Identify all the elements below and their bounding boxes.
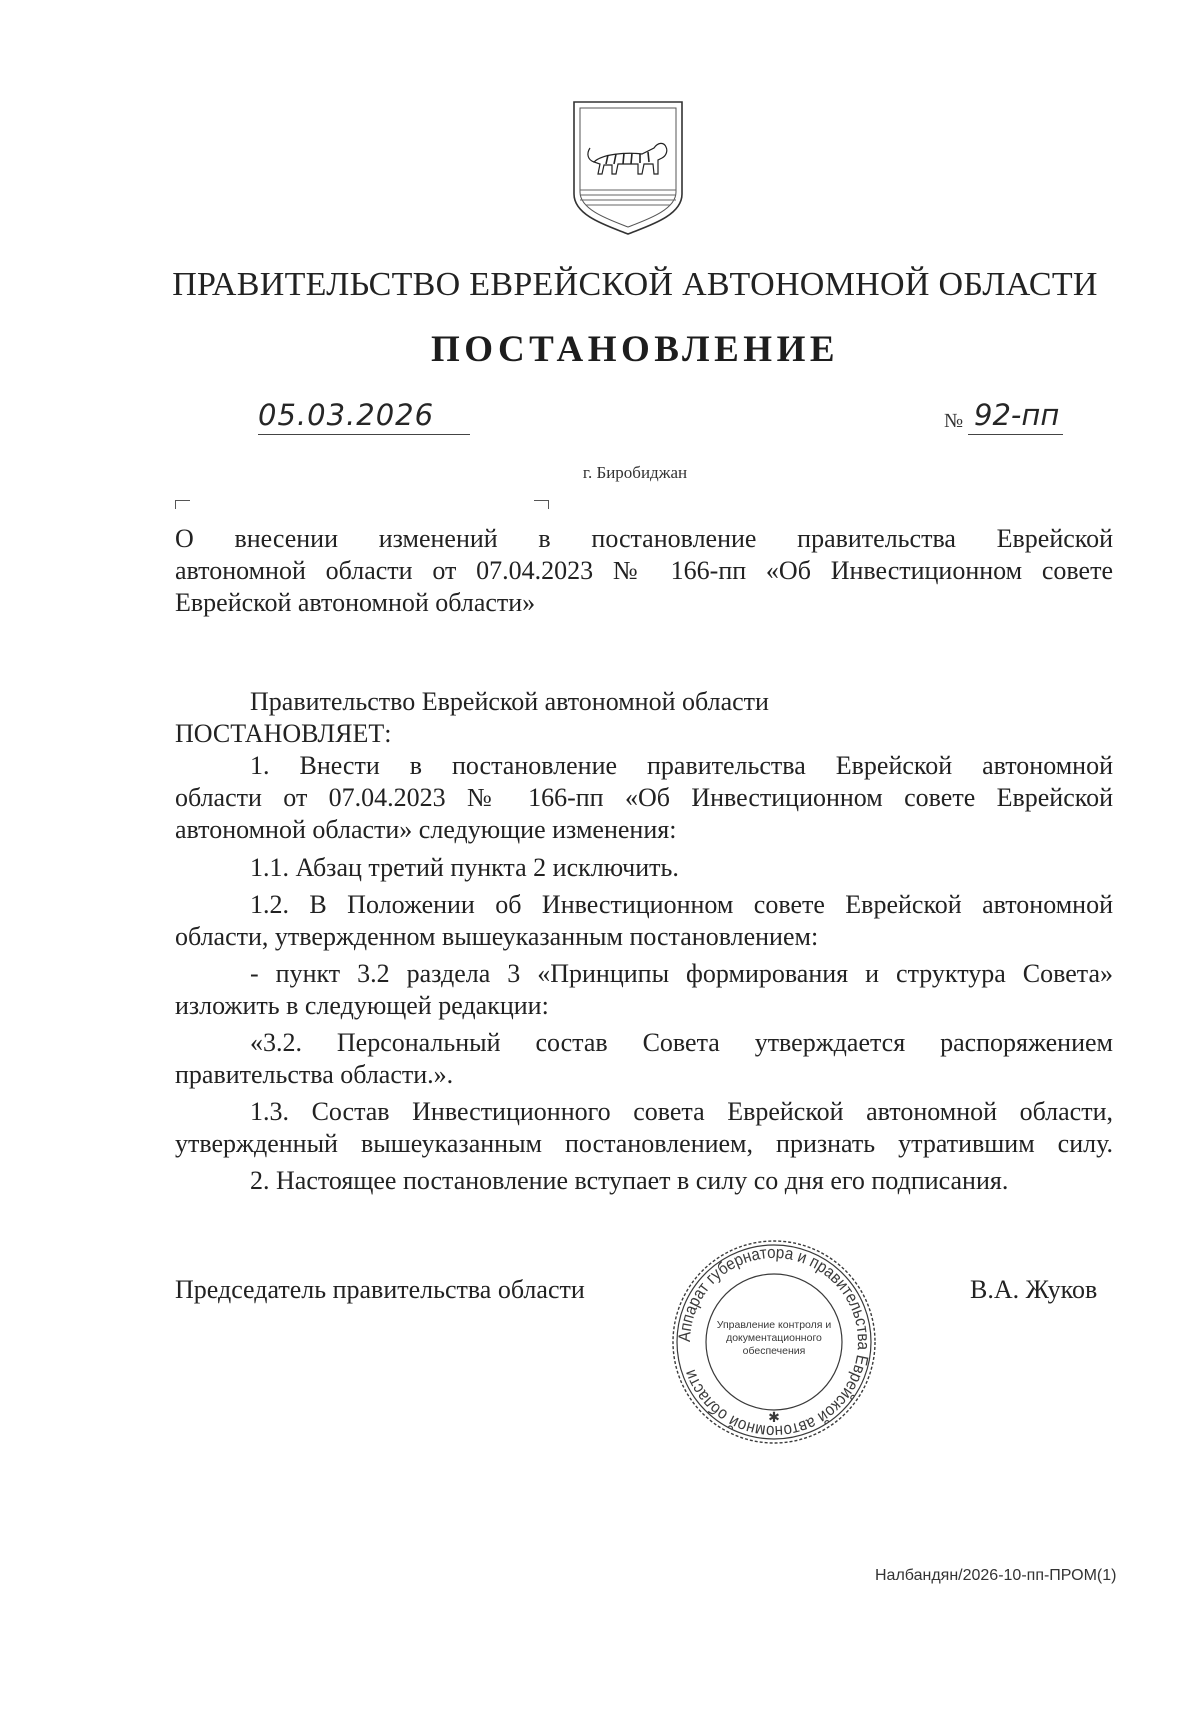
body-line: 2. Настоящее постановление вступает в силу со дня его подписания. (250, 1166, 1009, 1195)
city-label: г. Биробиджан (582, 463, 688, 482)
government-title: ПРАВИТЕЛЬСТВО ЕВРЕЙСКОЙ АВТОНОМНОЙ ОБЛАСТИ (172, 266, 1098, 303)
body-line: правительства области.». (175, 1060, 454, 1089)
body-line: области, утвержденном вышеуказанным постановлением: (175, 922, 819, 951)
body-line: 1.1. Абзац третий пункта 2 исключить. (250, 853, 679, 882)
handwritten-number: 92-пп (974, 398, 1060, 432)
subject-line: О внесении изменений в постановление правительства Еврейской (175, 524, 1113, 553)
subject-bracket-left (175, 500, 190, 509)
stamp-inner-text: Управление контроля и документационного обеспечения (716, 1319, 832, 1357)
body-line: области от 07.04.2023 № 166-пп «Об Инвестиционном совете Еврейской (175, 783, 1113, 812)
footer-document-code: Налбандян/2026-10-пп-ПРОМ(1) (875, 1567, 1117, 1584)
handwritten-date: 05.03.2026 (258, 398, 435, 432)
body-line: утвержденный вышеуказанным постановлением, признать утратившим силу. (175, 1129, 1113, 1158)
body-line: «3.2. Персональный состав Совета утверждается распоряжением (250, 1028, 1113, 1057)
body-line: ПОСТАНОВЛЯЕТ: (175, 719, 392, 748)
number-label: № (944, 410, 964, 432)
body-line: 1.2. В Положении об Инвестиционном совете Еврейской автономной (250, 890, 1113, 919)
body-line: изложить в следующей редакции: (175, 991, 549, 1020)
body-line: Правительство Еврейской автономной области (250, 687, 769, 716)
subject-line: автономной области от 07.04.2023 № 166-пп «Об Инвестиционном совете (175, 556, 1113, 585)
body-line: - пункт 3.2 раздела 3 «Принципы формирования и структура Совета» (250, 959, 1113, 988)
document-type-heading: ПОСТАНОВЛЕНИЕ (430, 329, 840, 370)
coat-of-arms-tiger-icon (568, 98, 688, 238)
body-line: 1. Внести в постановление правительства Еврейской автономной (250, 751, 1113, 780)
body-line: 1.3. Состав Инвестиционного совета Еврейской автономной области, (250, 1097, 1113, 1126)
subject-bracket-right (534, 500, 549, 509)
signature-name: В.А. Жуков (970, 1275, 1098, 1304)
body-line: автономной области» следующие изменения: (175, 815, 677, 844)
number-field (968, 398, 1063, 435)
stamp-outer-text: Аппарат губернатора и правительства Еврейской автономной области (674, 1242, 874, 1442)
stamp-star-icon: ✱ (768, 1409, 780, 1425)
round-stamp (669, 1237, 879, 1447)
subject-line: Еврейской автономной области» (175, 588, 536, 617)
signature-title: Председатель правительства области (175, 1275, 585, 1304)
date-field (258, 398, 470, 435)
